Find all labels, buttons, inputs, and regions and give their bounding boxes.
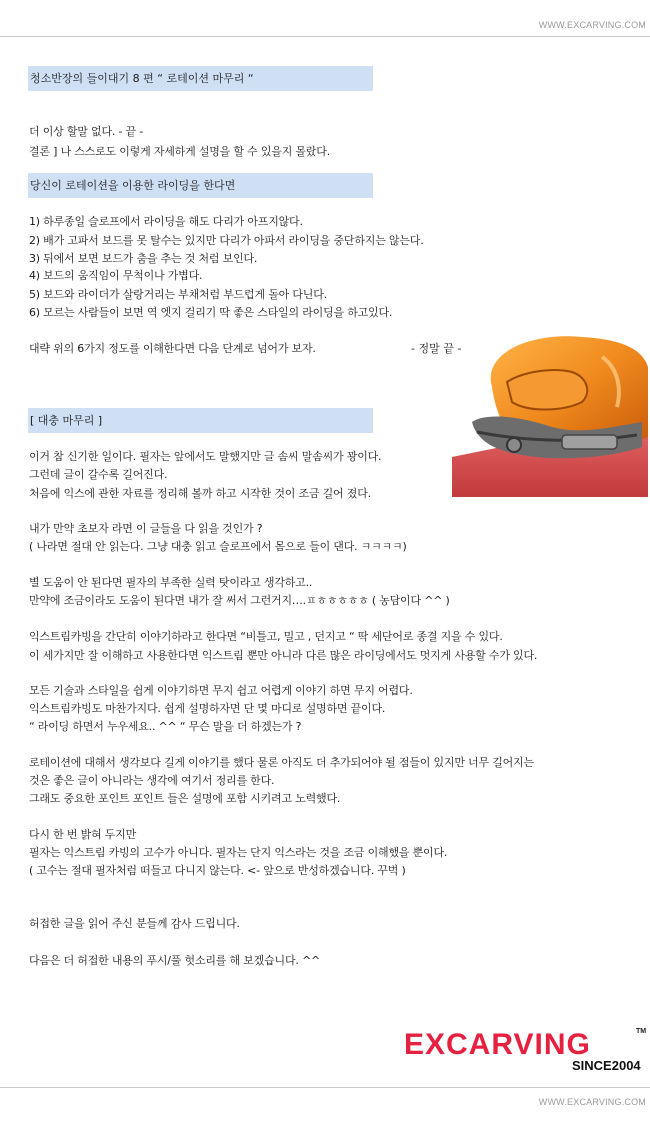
paragraph-line: 익스트림카빙을 간단히 이야기하라고 한다면 “비틀고, 밀고 , 던지고 “ 딱 세단어로 종결 지을 수 있다. [29,630,503,643]
rotation-summary: 대략 위의 6가지 정도를 이해한다면 다음 단계로 넘어가 보자. [29,342,316,355]
list-item: 1) 하루종일 슬로프에서 라이딩을 해도 다리가 아프지않다. [29,215,303,228]
paragraph-line: 모든 기술과 스타일을 쉽게 이야기하면 무지 쉽고 어렵게 이야기 하면 무지 어렵다. [29,684,413,697]
paragraph-line: 다시 한 번 밝혀 두지만 [29,828,137,841]
bottom-divider [0,1087,650,1088]
conclusion-line: 결론 ] 나 스스로도 이렇게 자세하게 설명을 할 수 있을지 몰랐다. [29,145,331,158]
paragraph-line: 그래도 중요한 포인트 포인트 들은 설명에 포함 시키려고 노력했다. [29,792,341,805]
logo-wordmark: EXCARVING [404,1028,591,1061]
paragraph-line: 로테이션에 대해서 생각보다 길게 이야기를 했다 물론 아직도 더 추가되어야 될 점들이 있지만 너무 길어지는 [29,756,534,769]
site-url-bottom[interactable]: WWW.EXCARVING.COM [538,1097,646,1107]
list-item: 4) 보드의 움직임이 무척이나 가볍다. [29,269,203,282]
paragraph-line: 그런데 글이 갈수록 길어진다. [29,468,168,481]
section-heading-rotation: 당신이 로테이션을 이용한 라이딩을 한다면 [28,173,373,198]
conclusion-line: 더 이상 할말 없다. - 끝 - [29,125,144,138]
paragraph-line: 필자는 익스트림 카빙의 고수가 아니다. 필자는 단지 익스라는 것을 조금 이해했을 뿐이다. [29,846,448,859]
end-note: - 정말 끝 - [411,342,462,355]
article-title: 청소반장의 들이대기 8 편 “ 로테이션 마무리 “ [28,66,373,91]
list-item: 5) 보드와 라이더가 살랑거리는 부채처럼 부드럽게 돌아 다닌다. [29,288,327,301]
logo-trademark: TM [636,1028,647,1035]
list-item: 6) 모르는 사람들이 보면 역 엣지 걸리기 딱 좋은 스타일의 라이딩을 하고있다. [29,306,393,319]
paragraph-line: ( 고수는 절대 필자처럼 떠들고 다니지 않는다. <- 앞으로 반성하겠습니다. 꾸벅 ) [29,864,406,877]
paragraph-line: 내가 만약 초보자 라면 이 글들을 다 읽을 것인가 ? [29,522,263,535]
paragraph-line: 익스트림카빙도 마찬가지다. 쉽게 설명하자면 단 몇 마디로 설명하면 끝이다. [29,702,386,715]
list-item: 3) 뒤에서 보면 보드가 춤을 추는 것 처럼 보인다. [29,252,258,265]
list-item: 2) 배가 고파서 보드를 못 탈수는 있지만 다리가 아파서 라이딩을 중단하지는 않는다. [29,234,424,247]
paragraph-line: 것은 좋은 글이 아니라는 생각에 여기서 정리를 한다. [29,774,275,787]
top-divider [0,36,650,37]
paragraph-line: 이 세가지만 잘 이해하고 사용한다면 익스트림 뿐만 아니라 다른 많은 라이딩에서도 멋지게 사용할 수가 있다. [29,649,538,662]
section-heading-wrapup: [ 대충 마무리 ] [28,408,373,433]
paragraph-line: ( 나라면 절대 안 읽는다. 그냥 대충 읽고 슬로프에서 몸으로 들이 댄다. ㅋㅋㅋㅋ) [29,540,407,553]
site-url-top[interactable]: WWW.EXCARVING.COM [538,20,646,30]
thanks-line: 허접한 글을 읽어 주신 분들께 감사 드립니다. [29,917,240,930]
logo-since: SINCE2004 [572,1058,641,1073]
excarving-logo [404,1028,647,1076]
paragraph-line: “ 라이딩 하면서 누우세요.. ^^ “ 무슨 말을 더 하겠는가 ? [29,720,302,733]
paragraph-line: 이거 참 신기한 일이다. 필자는 앞에서도 말했지만 글 솜씨 말솜씨가 꽝이다. [29,450,382,463]
paragraph-line: 만약에 조금이라도 도움이 된다면 내가 잘 써서 그런거지….ㅍㅎㅎㅎㅎㅎ ( 농담이다 ^^ ) [29,594,450,607]
paragraph-line: 별 도움이 안 된다면 필자의 부족한 실력 탓이라고 생각하고.. [29,576,313,589]
snowboard-boot-photo [452,327,648,497]
paragraph-line: 처음에 익스에 관한 자료를 정리해 볼까 하고 시작한 것이 조금 길어 졌다. [29,487,371,500]
next-topic-line: 다음은 더 허접한 내용의 푸시/풀 헛소리를 해 보겠습니다. ^^ [29,954,321,967]
